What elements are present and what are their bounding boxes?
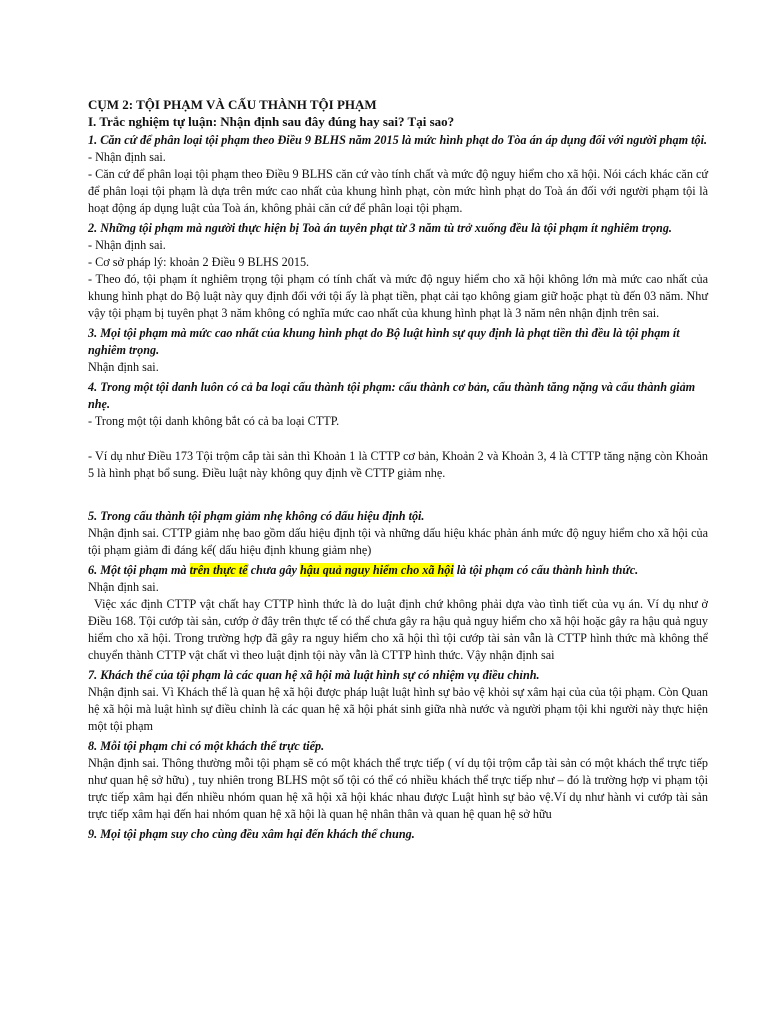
answer-line: Nhận định sai. Vì Khách thể là quan hệ xã hội được pháp luật luật hình sự bảo vệ khỏi sự xâm hại của của tội phạm. Còn Quan hệ xã hội mà luật hình sự điều chỉnh là các quan hệ xã hội phát sinh giữa nhà nước và người phạm tội khi người này thực hiện một tội phạm xyxy=(88,685,708,733)
answer-line: Nhận định sai. Thông thường mỗi tội phạm sẽ có một khách thể trực tiếp ( ví dụ tội trộm cắp tài sản có một khách thể trực tiếp như quan hệ sở hữu) , tuy nhiên trong BLHS một số tội có thể có nhiều khách thể trực tiếp như – đó là trường hợp vi phạm tội trực tiếp xâm hại đến nhiều nhóm quan hệ xã hội xã hội khác nhau được Luật hình sự bảo vệ.Ví dụ như hành vi cướp tài sản trực tiếp xâm hại đến hai nhóm quan hệ xã hội là quan hệ nhân thân và quan hệ quan hệ sở hữu xyxy=(88,756,708,821)
answer-line: - Theo đó, tội phạm ít nghiêm trọng tội phạm có tính chất và mức độ nguy hiểm cho xã hội không lớn mà mức cao nhất của khung hình phạt do Bộ luật này quy định đối với tội ấy là phạt tiền, phạt cải tạo không giam giữ hoặc phạt tù đến 03 năm. Như vậy tội phạm bị tuyên phạt 3 năm không có nghĩa mức cao nhất của khung hình phạt là 3 năm nên nhận định trên sai. xyxy=(88,272,708,320)
question-5 xyxy=(88,508,708,559)
answer-line: - Cơ sở pháp lý: khoản 2 Điều 9 BLHS 2015. xyxy=(88,255,310,269)
question-text: 8. Mỗi tội phạm chỉ có một khách thể trực tiếp. xyxy=(88,739,325,753)
answer-line: - Nhận định sai. xyxy=(88,150,166,164)
question-text: 9. Mọi tội phạm suy cho cùng đều xâm hại đến khách thể chung. xyxy=(88,827,415,841)
question-text: 4. Trong một tội danh luôn có cả ba loại cấu thành tội phạm: cấu thành cơ bản, cấu thành tăng nặng và cấu thành giảm nhẹ. xyxy=(88,380,696,411)
question-4 xyxy=(88,379,708,482)
question-text: 2. Những tội phạm mà người thực hiện bị Toà án tuyên phạt từ 3 năm tù trở xuống đều là tội phạm ít nghiêm trọng. xyxy=(88,221,672,235)
question-text xyxy=(88,562,708,579)
question-text: 1. Căn cứ để phân loại tội phạm theo Điều 9 BLHS năm 2015 là mức hình phạt do Tòa án áp dụng đối với người phạm tội. xyxy=(88,133,708,147)
answer-line: - Căn cứ để phân loại tội phạm theo Điều 9 BLHS căn cứ vào tính chất và mức độ nguy hiểm cho xã hội. Nói cách khác căn cứ để phân loại tội phạm là dựa trên mức cao nhất của khung hình phạt, còn mức hình phạt do Toà án đối với người phạm tội là hoạt động áp dụng luật của Toà án, không phải căn cứ để phân loại tội phạm. xyxy=(88,167,708,215)
question-text-part: là tội phạm có cấu thành hình thức. xyxy=(453,563,639,577)
question-1 xyxy=(88,132,708,217)
question-8 xyxy=(88,738,708,823)
question-text-part: chưa gây xyxy=(247,563,300,577)
answer-line: - Trong một tội danh không bắt có cả ba loại CTTP. xyxy=(88,414,340,428)
highlighted-text: trên thực tế xyxy=(189,563,248,577)
section-title: I. Trắc nghiệm tự luận: Nhận định sau đây đúng hay sai? Tại sao? xyxy=(88,114,455,129)
answer-line: Nhận định sai. xyxy=(88,360,159,374)
question-text: 5. Trong cấu thành tội phạm giảm nhẹ không có dấu hiệu định tội. xyxy=(88,509,425,523)
answer-line: - Ví dụ như Điều 173 Tội trộm cắp tài sản thì Khoản 1 là CTTP cơ bản, Khoản 2 và Khoản 3, 4 là CTTP tăng nặng còn Khoản 5 là hình phạt bổ sung. Điều luật này không quy định về CTTP giảm nhẹ. xyxy=(88,449,708,480)
answer-line: - Nhận định sai. xyxy=(88,238,166,252)
question-text: 3. Mọi tội phạm mà mức cao nhất của khung hình phạt do Bộ luật hình sự quy định là phạt tiền thì đều là tội phạm ít nghiêm trọng. xyxy=(88,326,680,357)
question-3 xyxy=(88,325,708,376)
question-2 xyxy=(88,220,708,322)
answer-line: Việc xác định CTTP vật chất hay CTTP hình thức là do luật định chứ không phải dựa vào tình tiết của vụ án. Ví dụ như ở Điều 168. Tội cướp tài sản, cướp ở đây trên thực tế có thể chưa gây ra hậu quả nguy hiểm cho xã hội hoặc gây ra hậu quả nguy hiểm cho xã hội. Trong trường hợp đã gây ra nguy hiểm cho xã hội thì tội cướp tài sản vẫn là CTTP hình thức mà không thể chuyển thành CTTP vật chất vì theo luật định tội này vẫn là CTTP hình thức. Vậy nhận định sai xyxy=(88,597,708,662)
question-text-part: 6. Một tội phạm mà xyxy=(88,563,190,577)
question-6 xyxy=(88,562,708,664)
question-7 xyxy=(88,667,708,735)
question-9 xyxy=(88,826,708,843)
question-text: 7. Khách thể của tội phạm là các quan hệ xã hội mà luật hình sự có nhiệm vụ điều chỉnh. xyxy=(88,668,540,682)
answer-line: Nhận định sai. xyxy=(88,580,159,594)
page-title: CỤM 2: TỘI PHẠM VÀ CẤU THÀNH TỘI PHẠM xyxy=(88,97,377,112)
answer-line: Nhận định sai. CTTP giảm nhẹ bao gồm dấu hiệu định tội và những dấu hiệu khác phản ánh mức độ nguy hiểm cho xã hội của tội phạm giảm đi đáng kể( dấu hiệu định khung giảm nhẹ) xyxy=(88,526,708,557)
highlighted-text: hậu quả nguy hiểm cho xã hội xyxy=(300,563,454,577)
